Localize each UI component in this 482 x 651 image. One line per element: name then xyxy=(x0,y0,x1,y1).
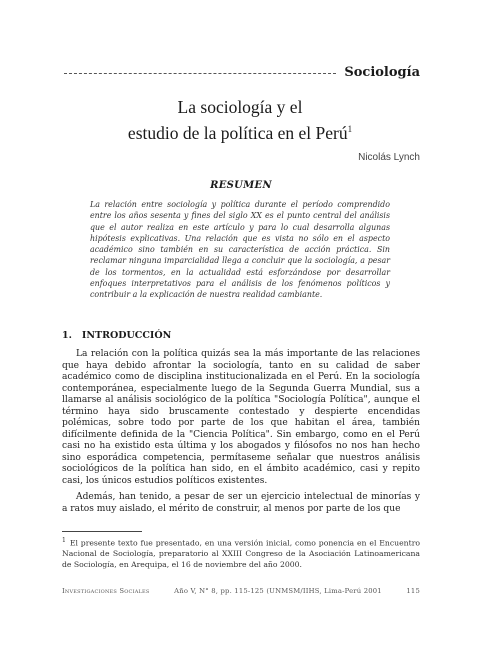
footer-citation: Año V, N° 8, pp. 115-125 (UNMSM/IIHS, Lima-Perú 2001 xyxy=(174,587,382,595)
body-text xyxy=(62,349,420,515)
footnote-divider xyxy=(62,531,142,532)
section-heading-text: INTRODUCCIÓN xyxy=(81,330,172,341)
section-title: Sociología xyxy=(344,65,420,80)
footer-journal-name: Investigaciones Sociales xyxy=(62,587,150,595)
article-title-line-2 xyxy=(40,118,440,144)
running-footer xyxy=(62,587,420,595)
article-title xyxy=(40,96,440,144)
abstract-heading: RESUMEN xyxy=(210,180,272,191)
footnote xyxy=(62,536,420,570)
article-title-line-1: La sociología y el xyxy=(177,97,303,117)
abstract-text: La relación entre sociología y política durante el período comprendido entre los años sesenta y fines del siglo XX es el punto central del análisis que el autor realiza en este artículo y para lo cual desarrolla algunas hipótesis explicativas. Una relación que es vista no sólo en el aspecto académico sino también en su característica de acción práctica. Sin reclamar ninguna imparcialidad llega a concluir que la sociología, a pesar de los tormentos, en la actualidad está esforzándose por desarrollar enfoques interpretativos para el análisis de los fenómenos políticos y contribuir a la explicación de nuestra realidad cambiante. xyxy=(90,200,390,300)
section-heading-introduction xyxy=(62,330,171,341)
section-header-rule xyxy=(64,73,336,74)
section-number: 1. xyxy=(62,330,72,341)
page-number: 115 xyxy=(406,587,420,595)
paragraph: La relación con la política quizás sea la más importante de las relaciones que haya debido afrontar la sociología, tanto en su calidad de saber académico como de disciplina institucionalizada en el Perú. En la sociología contemporánea, especialmente luego de la Segunda Guerra Mundial, sus a llamarse al análisis sociológico de la política "Sociología Política", aunque el término haya sido bruscamente contestado y despierte encendidas polémicas, sobre todo por parte de los que habitan el área, también difícilmente definida de la "Ciencia Política". Sin embargo, como en el Perú casi no ha existido esta última y los abogados y filósofos no nos han hecho sino esporádica competencia, permítaseme señalar que nuestros análisis sociológicos de la política han sido, en el ámbito académico, casi y repito casi, los únicos estudios políticos existentes. xyxy=(62,349,420,486)
footnote-marker: 1 xyxy=(62,537,66,544)
title-footnote-marker[interactable]: 1 xyxy=(347,124,353,134)
author-name: Nicolás Lynch xyxy=(358,152,420,163)
footnote-text: El presente texto fue presentado, en una versión inicial, como ponencia en el Encuentro Nacional de Sociología, preparatorio al XXIII Congreso de la Asociación Latinoamericana de Sociología, en Arequipa, el 16 de noviembre del año 2000. xyxy=(62,538,420,569)
paragraph: Además, han tenido, a pesar de ser un ejercicio intelectual de minorías y a ratos muy aislado, el mérito de construir, al menos por parte de los que xyxy=(62,492,420,514)
section-header xyxy=(64,58,420,80)
article-title-line-2-text: estudio de la política en el Perú xyxy=(127,122,348,143)
